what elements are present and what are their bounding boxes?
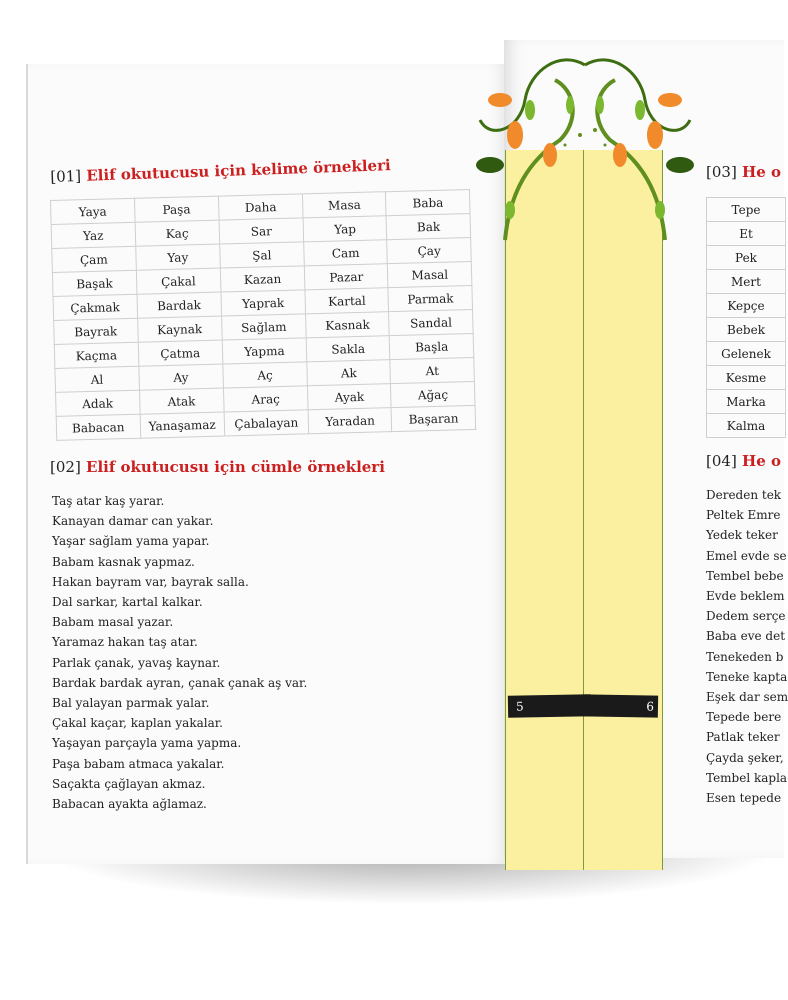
word-cell: Kaynak: [137, 316, 222, 342]
section-04-title: He o: [742, 452, 781, 470]
floral-vine-decoration: [470, 50, 700, 240]
sentence-line: Tenekeden b: [706, 649, 784, 664]
word-cell: Yaz: [51, 222, 135, 248]
sentence-line: Babacan ayakta ağlamaz.: [52, 797, 207, 812]
sentence-line: Tepede bere: [706, 710, 782, 725]
sentence-line: Dereden tek: [706, 488, 782, 502]
word-cell: Ak: [307, 360, 391, 386]
table-row: [707, 270, 786, 294]
section-02-heading: [50, 458, 385, 476]
sentence-line: Esen tepede: [706, 791, 782, 806]
word-cell: Sağlam: [221, 314, 306, 340]
word-cell: Başak: [52, 270, 136, 296]
sentence-line: Evde beklem: [706, 589, 785, 604]
word-cell: Mert: [707, 270, 786, 294]
word-cell: Yap: [303, 216, 387, 242]
word-cell: Bardak: [137, 292, 222, 318]
sentence-line: Çayda şeker,: [706, 750, 784, 765]
word-cell: Kazan: [220, 266, 305, 292]
sentence-line: Parlak çanak, yavaş kaynar.: [52, 655, 221, 670]
word-cell: Bak: [386, 214, 470, 240]
section-03-number: [03]: [706, 163, 737, 181]
word-cell: Paşa: [134, 196, 219, 222]
word-cell: Tepe: [707, 198, 786, 222]
word-cell: Et: [707, 222, 786, 246]
sentence-line: Yedek teker: [706, 528, 778, 543]
section-01-number: [01]: [50, 166, 82, 186]
table-row: [707, 414, 786, 438]
word-cell: Yaradan: [308, 408, 392, 434]
word-cell: Parmak: [388, 285, 472, 311]
sentence-line: Baba eve det: [706, 629, 786, 644]
section-04-heading: [706, 452, 781, 470]
word-cell: Kalma: [707, 414, 786, 438]
sentence-line: Bardak bardak ayran, çanak çanak aş var.: [52, 675, 308, 690]
word-cell: Pek: [707, 246, 786, 270]
word-cell: Masa: [302, 192, 386, 218]
word-cell: Çakal: [136, 268, 221, 294]
word-cell: Çatma: [138, 340, 223, 366]
word-cell: Sar: [219, 218, 304, 244]
section-01-title: Elif okutucusu için kelime örnekleri: [86, 156, 391, 185]
word-cell: Atak: [139, 388, 224, 414]
word-cell: Şal: [220, 242, 305, 268]
sentence-line: Taş atar kaş yarar.: [52, 494, 165, 508]
table-row: [707, 222, 786, 246]
sentence-line: Eşek dar sem: [706, 690, 788, 705]
word-cell: Kaç: [135, 220, 220, 246]
page-number-right: 6: [583, 694, 658, 717]
table-row: [707, 390, 786, 414]
sentence-line: Çakal kaçar, kaplan yakalar.: [52, 716, 223, 731]
word-cell: Kartal: [305, 288, 389, 314]
word-cell: Bebek: [707, 318, 786, 342]
sentence-line: Yaşar sağlam yama yapar.: [52, 534, 210, 549]
word-cell: Babacan: [56, 414, 140, 440]
word-cell: Kaçma: [54, 342, 138, 368]
word-cell: Kasnak: [306, 312, 390, 338]
sentence-line: Yaramaz hakan taş atar.: [52, 635, 198, 650]
table-row: [707, 366, 786, 390]
word-cell: Çay: [387, 238, 471, 264]
word-cell: Yaya: [51, 198, 135, 224]
sentence-line: Babam masal yazar.: [52, 615, 174, 630]
word-cell: At: [390, 357, 474, 383]
word-cell: Kepçe: [707, 294, 786, 318]
word-cell: Başaran: [392, 405, 476, 431]
word-cell: Ağaç: [391, 381, 475, 407]
word-cell: Bayrak: [54, 318, 138, 344]
sentence-line: Tembel bebe: [706, 568, 784, 583]
sentence-line: Dal sarkar, kartal kalkar.: [52, 595, 203, 610]
word-cell: Yanaşamaz: [140, 412, 225, 438]
word-cell: Yapma: [222, 338, 307, 364]
sentence-line: Bal yalayan parmak yalar.: [52, 696, 210, 711]
word-table-01: [50, 189, 476, 441]
table-row: [707, 198, 786, 222]
section-02-number: [02]: [50, 458, 81, 476]
spine-band-right: [583, 150, 663, 870]
word-cell: Araç: [223, 386, 308, 412]
section-03-heading: [706, 163, 781, 181]
sentence-line: Tembel kapla: [706, 770, 788, 785]
word-cell: Aç: [223, 362, 308, 388]
sentence-list-04: [706, 485, 786, 808]
word-cell: Sandal: [389, 309, 473, 335]
word-table-03: [706, 197, 786, 438]
table-row: [707, 246, 786, 270]
sentence-line: Kanayan damar can yakar.: [52, 514, 214, 529]
sentence-line: Emel evde se: [706, 548, 787, 563]
word-cell: Sakla: [306, 336, 390, 362]
word-cell: Baba: [386, 190, 470, 216]
word-cell: Çabalayan: [224, 410, 309, 436]
word-cell: Çam: [52, 246, 136, 272]
word-cell: Daha: [218, 194, 303, 220]
word-cell: Yaprak: [221, 290, 306, 316]
word-cell: Yay: [135, 244, 220, 270]
section-02-title: Elif okutucusu için cümle örnekleri: [86, 458, 385, 476]
spine-band-left: [505, 150, 585, 870]
word-cell: Ayak: [307, 384, 391, 410]
sentence-line: Teneke kapta: [706, 669, 788, 684]
page-number-left: 5: [508, 694, 591, 717]
word-cell: Cam: [304, 240, 388, 266]
word-cell: Marka: [707, 390, 786, 414]
sentence-line: Dedem serçe: [706, 609, 786, 624]
sentence-line: Saçakta çağlayan akmaz.: [52, 776, 206, 791]
sentence-line: Babam kasnak yapmaz.: [52, 554, 195, 569]
sentence-line: Paşa babam atmaca yakalar.: [52, 756, 225, 771]
word-cell: Ay: [138, 364, 223, 390]
sentence-list-02: [52, 491, 307, 814]
word-cell: Gelenek: [707, 342, 786, 366]
word-cell: Başla: [390, 333, 474, 359]
table-row: [707, 294, 786, 318]
sentence-line: Yaşayan parçayla yama yapma.: [52, 736, 242, 751]
table-row: [707, 318, 786, 342]
table-row: [707, 342, 786, 366]
word-cell: Kesme: [707, 366, 786, 390]
word-cell: Çakmak: [53, 294, 137, 320]
word-cell: Al: [55, 366, 139, 392]
sentence-line: Hakan bayram var, bayrak salla.: [52, 574, 249, 589]
word-cell: Pazar: [304, 264, 388, 290]
word-cell: Masal: [388, 261, 472, 287]
section-04-number: [04]: [706, 452, 737, 470]
section-03-title: He o: [742, 163, 781, 181]
sentence-line: Patlak teker: [706, 730, 780, 745]
sentence-line: Peltek Emre: [706, 508, 781, 523]
word-cell: Adak: [56, 390, 140, 416]
